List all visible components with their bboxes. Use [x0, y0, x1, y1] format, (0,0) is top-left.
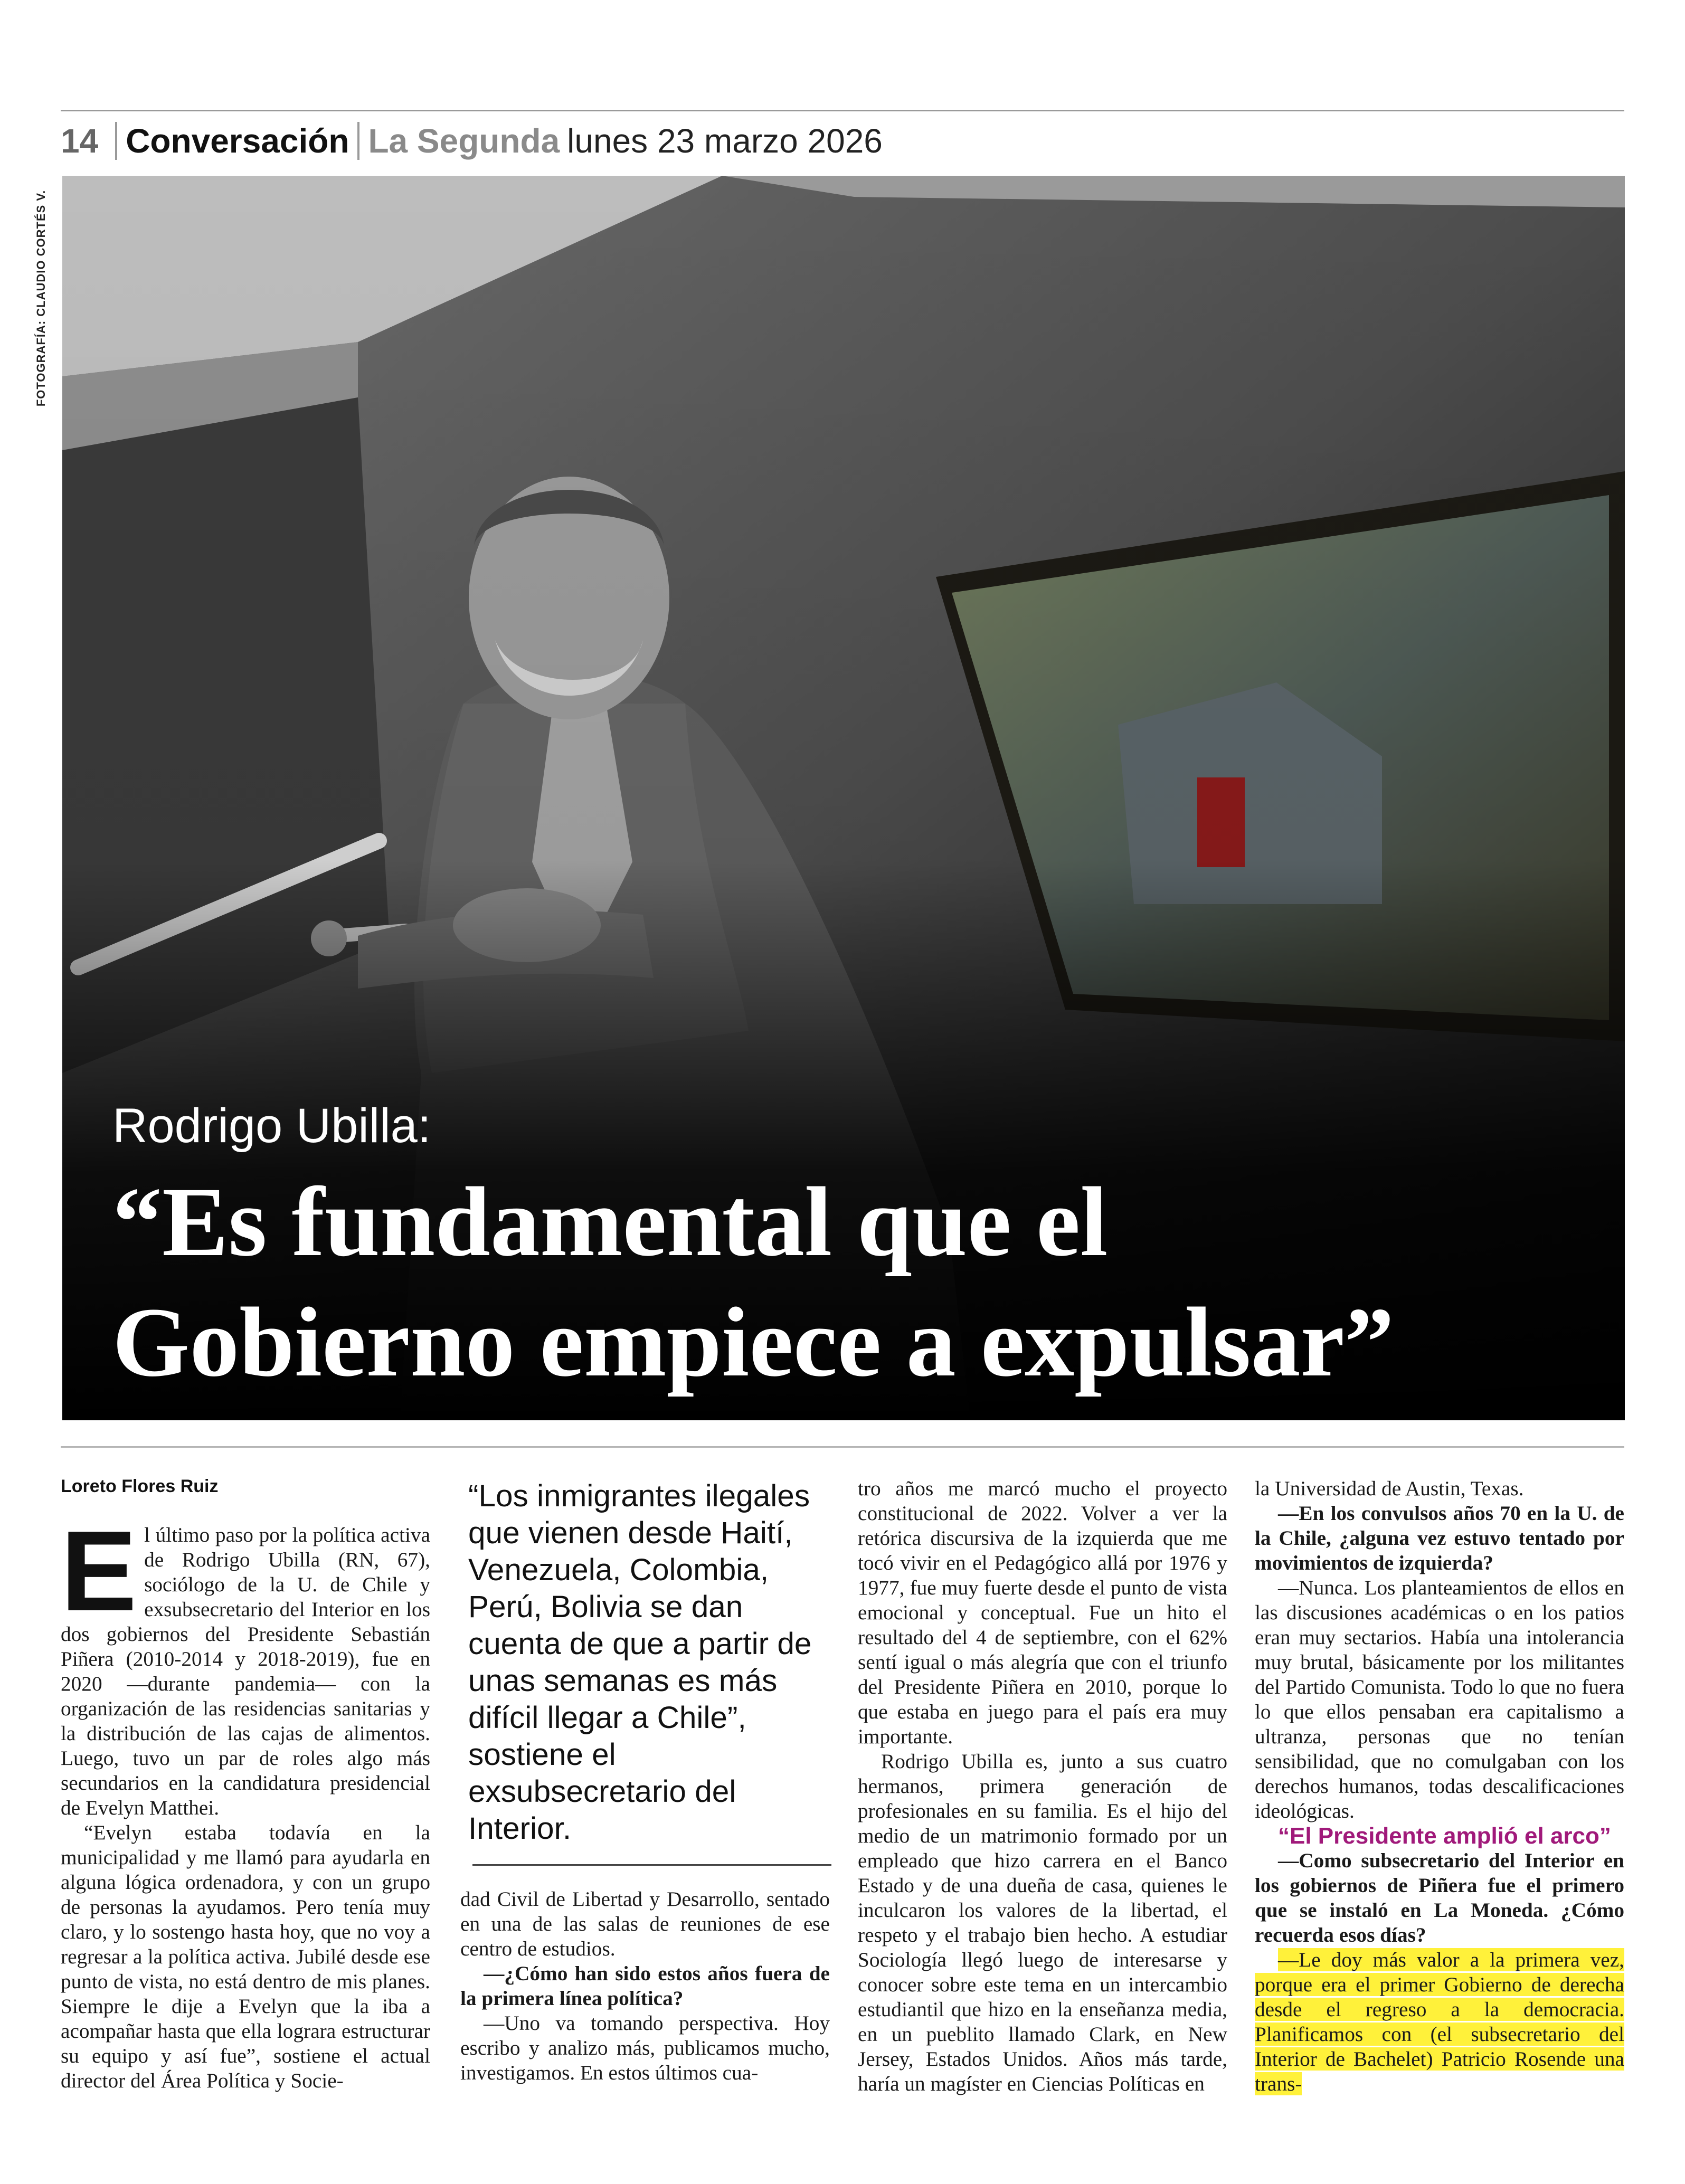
paragraph: —Uno va tomando perspectiva. Hoy escribo y analizo más, publicamos mucho, investigamos. En estos últimos cua- — [460, 2011, 830, 2084]
highlighted-text: —Le doy más valor a la primera vez, porque era el primer Gobierno de derecha desde el regreso a la democracia. Planificamos con (el subsecretario del Interior de Bachelet) Patricio Rosende una trans- — [1255, 1948, 1624, 2095]
paragraph: dad Civil de Libertad y Desarrollo, sentado en una de las salas de reuniones de ese centro de estudios. — [460, 1887, 830, 1960]
question: —Como subsecretario del Interior en los gobiernos de Piñera fue el primero que se instaló en La Moneda. ¿Cómo recuerda esos días? — [1255, 1849, 1624, 1946]
article-column-4 — [1255, 1476, 1624, 2096]
page-header — [61, 117, 883, 165]
page-number: 14 — [61, 122, 99, 160]
section-rule — [61, 1446, 1624, 1448]
subheading: “El Presidente amplió el arco” — [1278, 1823, 1611, 1849]
interviewee-name: Rodrigo Ubilla: — [112, 1099, 431, 1153]
section-name: Conversación — [126, 122, 349, 160]
headline: “Es fundamental que el Gobierno empiece a expulsar” — [112, 1166, 1395, 1397]
pull-quote: “Los inmigrantes ilegales que vienen desde Haití, Venezuela, Colombia, Perú, Bolivia se dan cuenta de que a partir de unas semanas es más difícil llegar a Chile”, sostiene el exsubsecretario del Interior. — [468, 1479, 812, 1846]
paragraph: tro años me marcó mucho el proyecto constitucional de 2022. Volver a ver la retórica discursiva de la izquierda que me tocó vivir en el Pedagógico allá por 1976 y 1977, fue muy fuerte desde el punto de vista emocional y conceptual. Fue un hito el resultado del 4 de septiembre, con el 62% sentí igual o más alegría que con el triunfo del Presidente Piñera en 2010, porque lo que estaba en juego para el país era muy importante. — [858, 1477, 1227, 1748]
question: —¿Cómo han sido estos años fuera de la primera línea política? — [460, 1962, 830, 2010]
byline: Loreto Flores Ruiz — [61, 1476, 219, 1496]
question: —En los convulsos años 70 en la U. de la Chile, ¿alguna vez estuvo tentado por movimientos de izquierda? — [1255, 1502, 1624, 1574]
paragraph: “Evelyn estaba todavía en la municipalidad y me llamó para ayudarla en alguna lógica ordenadora, y con un grupo de personas la ayudamos. Pero tenía muy claro, y lo sostengo hasta hoy, que no voy a regresar a la política activa. Jubilé desde ese punto de vista, no está dentro de mis planes. Siempre le dije a Evelyn que la iba a acompañar hasta que ella lograra estructurar su equipo y así fue”, sostiene el actual director del Área Política y Socie- — [61, 1821, 430, 2092]
article-column-2 — [460, 1887, 830, 2085]
paragraph: —Nunca. Los planteamientos de ellos en las discusiones académicas o en los patios eran muy sectarios. Había una intolerancia muy brutal, básicamente por los militantes del Partido Comunista. Todo lo que no fuera lo que ellos pensaban era capitalismo a ultranza, personas que no tenían sensibilidad, que no comulgaban con los derechos humanos, todas descalificaciones ideológicas. — [1255, 1576, 1624, 1822]
top-rule — [61, 110, 1624, 111]
newspaper-name: La Segunda — [368, 122, 560, 160]
paragraph: la Universidad de Austin, Texas. — [1255, 1477, 1524, 1500]
article-column-3 — [858, 1476, 1227, 2096]
paragraph: Rodrigo Ubilla es, junto a sus cuatro hermanos, primera generación de profesionales en su familia. Es el hijo del medio de un matrimonio formado por un empleado que hizo carrera en el Banco Estado y de una dueña de casa, quienes le inculcaron los valores de la libertad, el respeto y el trabajo bien hecho. A estudiar Sociología llegó luego de interesarse y conocer sobre este tema en un intercambio estudiantil que hizo en la enseñanza media, en un pueblito llamado Clark, en New Jersey, Estados Unidos. Años más tarde, haría un magíster en Ciencias Políticas en — [858, 1750, 1227, 2095]
header-divider — [357, 122, 359, 160]
highlighted-paragraph — [1255, 1948, 1624, 2096]
header-divider — [115, 122, 117, 160]
drop-cap: E — [61, 1507, 137, 1635]
photo-credit: FOTOGRAFÍA: CLAUDIO CORTÉS V. — [34, 189, 48, 407]
issue-date: lunes 23 marzo 2026 — [567, 122, 883, 160]
pull-quote-rule — [472, 1864, 831, 1866]
lead-photo — [62, 176, 1625, 1420]
article-column-1 — [61, 1507, 430, 2093]
lead-paragraph: El último paso por la política activa de Rodrigo Ubilla (RN, 67), sociólogo de la U. de Chile y exsubsecretario del Interior en los dos gobiernos del Presidente Sebastián Piñera (2010-2014 y 2018-2019), fue en 2020 —durante pandemia— con la organización de las residencias sanitarias y la distribución de las cajas de alimentos. Luego, tuvo un par de roles algo más secundarios en la candidatura presidencial de Evelyn Matthei. — [61, 1507, 430, 1819]
